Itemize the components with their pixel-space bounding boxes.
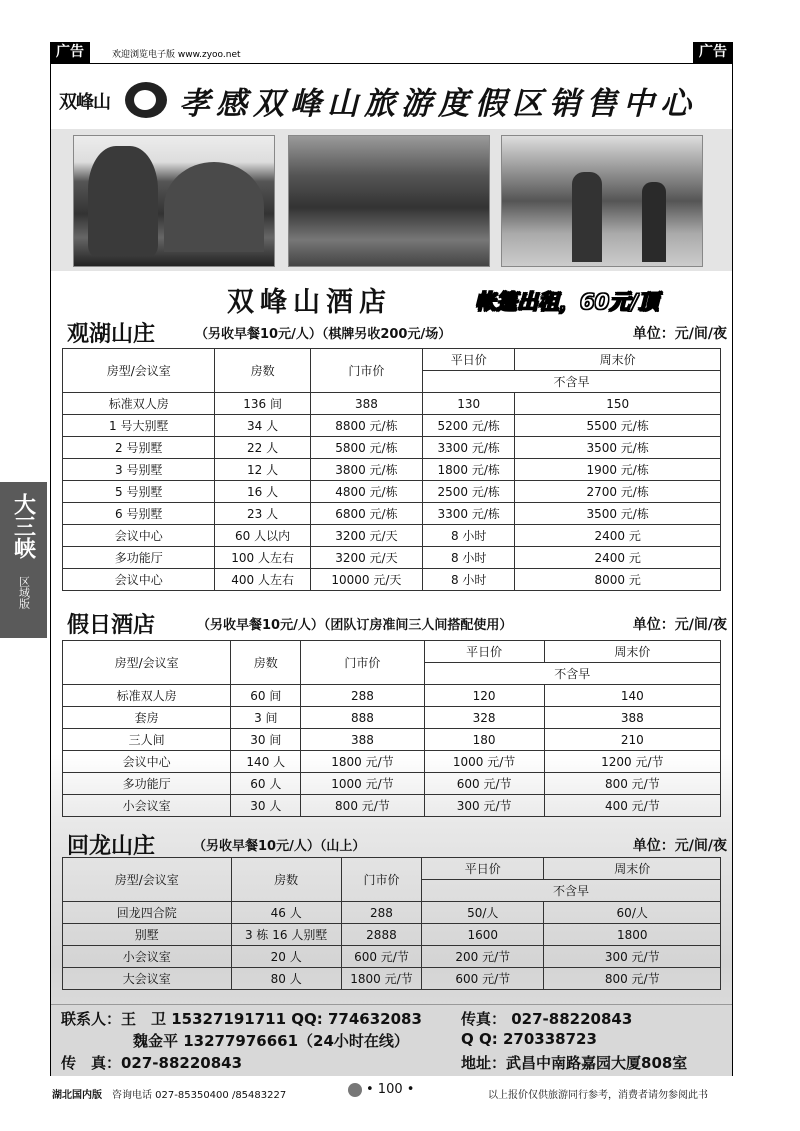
header-row	[63, 641, 721, 663]
table-cell: 会议中心	[63, 569, 215, 591]
table-row	[63, 968, 721, 990]
table-row	[63, 729, 721, 751]
table-cell: 1900 元/栋	[515, 459, 721, 481]
section-header-2	[67, 608, 727, 636]
contact-line-3: 传 真：027-88220843	[61, 1054, 243, 1072]
table-cell: 三人间	[63, 729, 231, 751]
section-unit: 单位：元/间/夜	[632, 838, 727, 854]
table-cell: 30 人	[231, 795, 301, 817]
table-cell: 210	[544, 729, 720, 751]
mountain-lake-photo	[73, 135, 275, 267]
table-cell: 1800 元/节	[301, 751, 424, 773]
table-row	[63, 946, 721, 968]
table-cell: 1800 元/栋	[423, 459, 515, 481]
section-unit: 单位：元/间/夜	[632, 617, 727, 633]
section-name: 回龙山庄	[67, 834, 156, 859]
table-cell: 888	[301, 707, 424, 729]
table-cell: 288	[341, 902, 421, 924]
header-row	[63, 858, 721, 880]
section-note: （另收早餐10元/人）（团队订房准间三人间搭配使用）	[197, 618, 513, 633]
table-cell: 136 间	[215, 393, 310, 415]
table-cell: 小会议室	[63, 946, 232, 968]
region-side-tab	[0, 482, 47, 638]
table-cell: 200 元/节	[422, 946, 544, 968]
table-cell: 600 元/节	[422, 968, 544, 990]
table-row	[63, 437, 721, 459]
table-cell: 1200 元/节	[544, 751, 720, 773]
table-cell: 8 小时	[423, 547, 515, 569]
valley-photo	[288, 135, 490, 267]
side-tab-sub: 区域版	[17, 575, 31, 609]
brand-logo	[59, 80, 169, 120]
table-cell: 多功能厅	[63, 547, 215, 569]
table-cell: 400 人左右	[215, 569, 310, 591]
header-type: 房型/会议室	[63, 641, 231, 685]
table-cell: 50/人	[422, 902, 544, 924]
table-cell: 会议中心	[63, 751, 231, 773]
table-cell: 套房	[63, 707, 231, 729]
table-cell: 6800 元/栋	[310, 503, 422, 525]
header-list-price: 门市价	[341, 858, 421, 902]
table-cell: 16 人	[215, 481, 310, 503]
table-cell: 标准双人房	[63, 685, 231, 707]
table-cell: 60 人	[231, 773, 301, 795]
ad-frame	[50, 64, 733, 1076]
hikers-photo	[501, 135, 703, 267]
header-count: 房数	[231, 858, 341, 902]
table-cell: 140	[544, 685, 720, 707]
header-no-breakfast: 不含早	[422, 880, 721, 902]
table-cell: 1800 元/节	[341, 968, 421, 990]
welcome-text: 欢迎浏览电子版 www.zyoo.net	[112, 50, 241, 60]
table-cell: 30 间	[231, 729, 301, 751]
top-bar	[50, 42, 733, 64]
table-cell: 120	[424, 685, 544, 707]
table-cell: 2700 元/栋	[515, 481, 721, 503]
table-cell: 5500 元/栋	[515, 415, 721, 437]
logo-text: 双峰山	[59, 92, 110, 113]
table-cell: 300 元/节	[424, 795, 544, 817]
table-row	[63, 773, 721, 795]
header-type: 房型/会议室	[63, 858, 232, 902]
table-cell: 60/人	[544, 902, 721, 924]
table-cell: 3 号别墅	[63, 459, 215, 481]
table-cell: 3300 元/栋	[423, 437, 515, 459]
header-weekend: 周末价	[544, 858, 721, 880]
table-cell: 400 元/节	[544, 795, 720, 817]
page-headline: 孝感双峰山旅游度假区销售中心	[179, 86, 697, 122]
tent-rental-banner: 帐篷出租，60元/顶	[475, 290, 659, 314]
table-cell: 标准双人房	[63, 393, 215, 415]
table-cell: 20 人	[231, 946, 341, 968]
contact-line-2: 魏金平 13277976661（24小时在线）	[133, 1032, 409, 1050]
table-cell: 60 人以内	[215, 525, 310, 547]
table-cell: 12 人	[215, 459, 310, 481]
section-unit: 单位：元/间/夜	[632, 326, 727, 342]
header-weekday: 平日价	[422, 858, 544, 880]
table-cell: 600 元/节	[341, 946, 421, 968]
table-row	[63, 393, 721, 415]
table-cell: 3300 元/栋	[423, 503, 515, 525]
table-cell: 2888	[341, 924, 421, 946]
table-cell: 288	[301, 685, 424, 707]
section-name: 观湖山庄	[67, 322, 156, 347]
table-cell: 388	[544, 707, 720, 729]
table-cell: 80 人	[231, 968, 341, 990]
hotel-title: 双峰山酒店	[227, 287, 392, 318]
table-cell: 130	[423, 393, 515, 415]
header-weekday: 平日价	[424, 641, 544, 663]
page-number	[348, 1082, 414, 1097]
contact-fax: 传真： 027-88220843	[461, 1010, 633, 1028]
section-note: （另收早餐10元/人）（棋牌另收200元/场）	[195, 327, 452, 342]
header-count: 房数	[231, 641, 301, 685]
table-cell: 8 小时	[423, 525, 515, 547]
table-cell: 6 号别墅	[63, 503, 215, 525]
table-cell: 小会议室	[63, 795, 231, 817]
photo-strip	[51, 129, 732, 271]
table-row	[63, 503, 721, 525]
table-row	[63, 415, 721, 437]
table-cell: 388	[310, 393, 422, 415]
table-cell: 600 元/节	[424, 773, 544, 795]
table-cell: 2500 元/栋	[423, 481, 515, 503]
table-row	[63, 547, 721, 569]
table-cell: 22 人	[215, 437, 310, 459]
table-cell: 3200 元/天	[310, 525, 422, 547]
table-cell: 1800	[544, 924, 721, 946]
table-row	[63, 569, 721, 591]
swirl-logo-icon	[125, 82, 167, 118]
header-list-price: 门市价	[301, 641, 424, 685]
table-cell: 别墅	[63, 924, 232, 946]
table-cell: 100 人左右	[215, 547, 310, 569]
table-cell: 46 人	[231, 902, 341, 924]
header-list-price: 门市价	[310, 349, 422, 393]
table-cell: 3500 元/栋	[515, 503, 721, 525]
table-cell: 3 间	[231, 707, 301, 729]
table-cell: 2400 元	[515, 525, 721, 547]
table-cell: 1000 元/节	[424, 751, 544, 773]
footer-phone: 咨询电话 027-85350400 /85483227	[112, 1090, 287, 1101]
section-header-3	[67, 829, 727, 857]
table-cell: 1 号大别墅	[63, 415, 215, 437]
section-note: （另收早餐10元/人）（山上）	[193, 839, 366, 854]
table-cell: 5 号别墅	[63, 481, 215, 503]
table-cell: 800 元/节	[544, 968, 721, 990]
section-header-1	[67, 317, 727, 345]
page-badge-icon	[348, 1083, 362, 1097]
section-name: 假日酒店	[67, 613, 156, 638]
header-weekend: 周末价	[544, 641, 720, 663]
table-cell: 8 小时	[423, 569, 515, 591]
table-cell: 23 人	[215, 503, 310, 525]
table-cell: 328	[424, 707, 544, 729]
table-row	[63, 481, 721, 503]
ad-tag-right: 广告	[693, 42, 733, 63]
price-table-1	[62, 348, 721, 591]
header-weekday: 平日价	[423, 349, 515, 371]
page-number-text: • 100 •	[366, 1082, 415, 1097]
table-cell: 5800 元/栋	[310, 437, 422, 459]
header-row	[63, 349, 721, 371]
contact-address: 地址：武昌中南路嘉园大厦808室	[461, 1054, 688, 1072]
table-cell: 1000 元/节	[301, 773, 424, 795]
ad-tag-left: 广告	[50, 42, 90, 63]
footer-edition: 湖北国内版	[52, 1090, 102, 1101]
table-cell: 3500 元/栋	[515, 437, 721, 459]
footer-disclaimer: 以上报价仅供旅游同行参考，消费者请勿参阅此书	[488, 1090, 708, 1101]
table-row	[63, 707, 721, 729]
table-cell: 8800 元/栋	[310, 415, 422, 437]
table-cell: 60 间	[231, 685, 301, 707]
header-type: 房型/会议室	[63, 349, 215, 393]
contact-block	[51, 1004, 732, 1076]
price-table-3	[62, 857, 721, 990]
header-no-breakfast: 不含早	[423, 371, 721, 393]
table-cell: 34 人	[215, 415, 310, 437]
table-cell: 2 号别墅	[63, 437, 215, 459]
table-row	[63, 459, 721, 481]
table-row	[63, 924, 721, 946]
table-row	[63, 525, 721, 547]
contact-line-1: 联系人：王 卫 15327191711 QQ: 774632083	[61, 1010, 422, 1028]
table-cell: 4800 元/栋	[310, 481, 422, 503]
table-cell: 10000 元/天	[310, 569, 422, 591]
table-cell: 8000 元	[515, 569, 721, 591]
contact-qq: Q Q: 270338723	[461, 1030, 597, 1048]
table-row	[63, 685, 721, 707]
header-weekend: 周末价	[515, 349, 721, 371]
table-cell: 3 栋 16 人别墅	[231, 924, 341, 946]
table-cell: 3200 元/天	[310, 547, 422, 569]
table-cell: 300 元/节	[544, 946, 721, 968]
header-count: 房数	[215, 349, 310, 393]
table-row	[63, 795, 721, 817]
table-row	[63, 902, 721, 924]
table-cell: 140 人	[231, 751, 301, 773]
table-cell: 会议中心	[63, 525, 215, 547]
table-row	[63, 751, 721, 773]
side-tab-title: 大三峡	[10, 493, 37, 559]
table-cell: 388	[301, 729, 424, 751]
header-no-breakfast: 不含早	[424, 663, 720, 685]
table-cell: 800 元/节	[301, 795, 424, 817]
table-cell: 150	[515, 393, 721, 415]
price-table-2	[62, 640, 721, 817]
table-cell: 2400 元	[515, 547, 721, 569]
table-cell: 多功能厅	[63, 773, 231, 795]
table-cell: 回龙四合院	[63, 902, 232, 924]
table-cell: 5200 元/栋	[423, 415, 515, 437]
table-cell: 1600	[422, 924, 544, 946]
table-cell: 800 元/节	[544, 773, 720, 795]
table-cell: 大会议室	[63, 968, 232, 990]
table-cell: 180	[424, 729, 544, 751]
table-cell: 3800 元/栋	[310, 459, 422, 481]
